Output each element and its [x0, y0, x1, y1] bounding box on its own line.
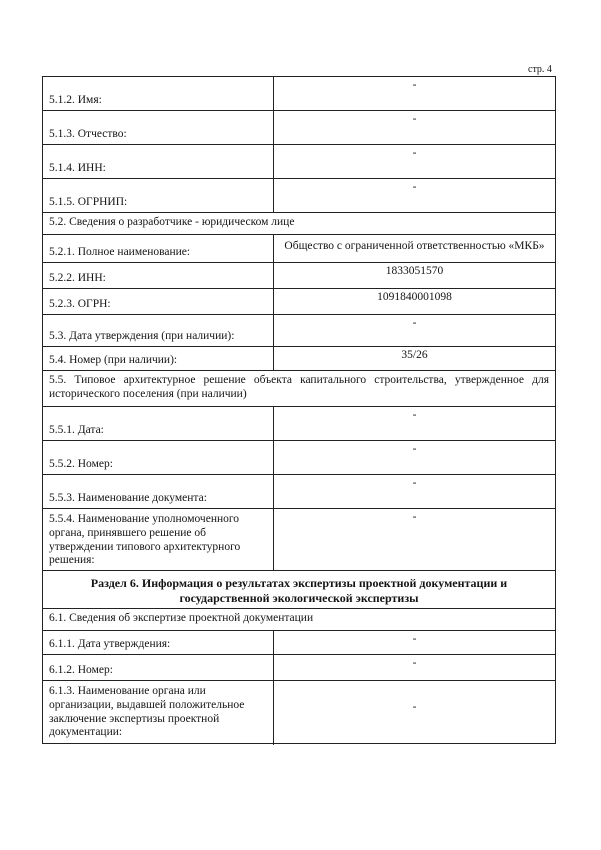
table-row — [43, 631, 555, 655]
table-row — [43, 77, 555, 111]
table-row — [43, 371, 555, 407]
subsection-heading: 5.5. Типовое архитектурное решение объекта капитального строительства, утвержденное для исторического поселения (при наличии) — [49, 374, 549, 401]
row-value: - — [412, 181, 417, 193]
row-label: 5.5.4. Наименование уполномоченного органа, принявшего решение об утверждении типового архитектурного решения: — [43, 509, 274, 570]
row-label: 5.1.4. ИНН: — [43, 145, 274, 178]
row-label: 5.3. Дата утверждения (при наличии): — [43, 315, 274, 346]
row-label: 5.1.2. Имя: — [43, 77, 274, 110]
permit-table — [42, 76, 556, 744]
table-row — [43, 179, 555, 213]
row-label: 6.1.3. Наименование органа или организации, выдавшей положительное заключение экспертизы проектной документации: — [43, 681, 274, 745]
row-value: - — [412, 443, 417, 455]
table-row — [43, 655, 555, 681]
table-row — [43, 441, 555, 475]
row-label: 5.5.3. Наименование документа: — [43, 475, 274, 508]
row-value: - — [412, 409, 417, 421]
table-row — [43, 289, 555, 315]
table-row — [43, 347, 555, 371]
subsection-heading: 5.2. Сведения о разработчике - юридическом лице — [49, 216, 295, 228]
row-value: - — [412, 317, 417, 329]
row-label: 5.4. Номер (при наличии): — [43, 347, 274, 370]
row-label: 5.2.3. ОГРН: — [43, 289, 274, 314]
row-value: - — [412, 477, 417, 489]
row-label: 5.2.2. ИНН: — [43, 263, 274, 288]
row-label: 5.1.5. ОГРНИП: — [43, 179, 274, 212]
row-value: 1833051570 — [385, 265, 444, 277]
table-row — [43, 213, 555, 235]
row-value: - — [412, 113, 417, 125]
table-row — [43, 235, 555, 263]
table-row — [43, 475, 555, 509]
table-row — [43, 509, 555, 571]
table-row — [43, 145, 555, 179]
row-value: - — [412, 701, 417, 713]
row-label: 5.5.2. Номер: — [43, 441, 274, 474]
row-value: - — [412, 147, 417, 159]
table-row — [43, 407, 555, 441]
table-row — [43, 609, 555, 631]
page-number: стр. 4 — [528, 64, 552, 75]
row-label: 6.1.1. Дата утверждения: — [43, 631, 274, 654]
row-value: 35/26 — [401, 349, 428, 361]
table-row — [43, 315, 555, 347]
row-value: - — [412, 633, 417, 645]
section-heading: Раздел 6. Информация о результатах экспертизы проектной документации и государственной экологической экспертизы — [90, 576, 508, 605]
row-label: 6.1.2. Номер: — [43, 655, 274, 680]
row-label: 5.1.3. Отчество: — [43, 111, 274, 144]
row-label: 5.5.1. Дата: — [43, 407, 274, 440]
row-value: - — [412, 657, 417, 669]
row-value: - — [412, 79, 417, 91]
row-value: - — [412, 511, 417, 523]
table-row — [43, 263, 555, 289]
table-row — [43, 681, 555, 745]
row-value: Общество с ограниченной ответственностью «МКБ» — [284, 240, 545, 252]
table-row — [43, 111, 555, 145]
row-value: 1091840001098 — [377, 291, 452, 303]
row-label: 5.2.1. Полное наименование: — [43, 235, 274, 262]
table-row — [43, 571, 555, 609]
subsection-heading: 6.1. Сведения об экспертизе проектной документации — [49, 612, 314, 624]
